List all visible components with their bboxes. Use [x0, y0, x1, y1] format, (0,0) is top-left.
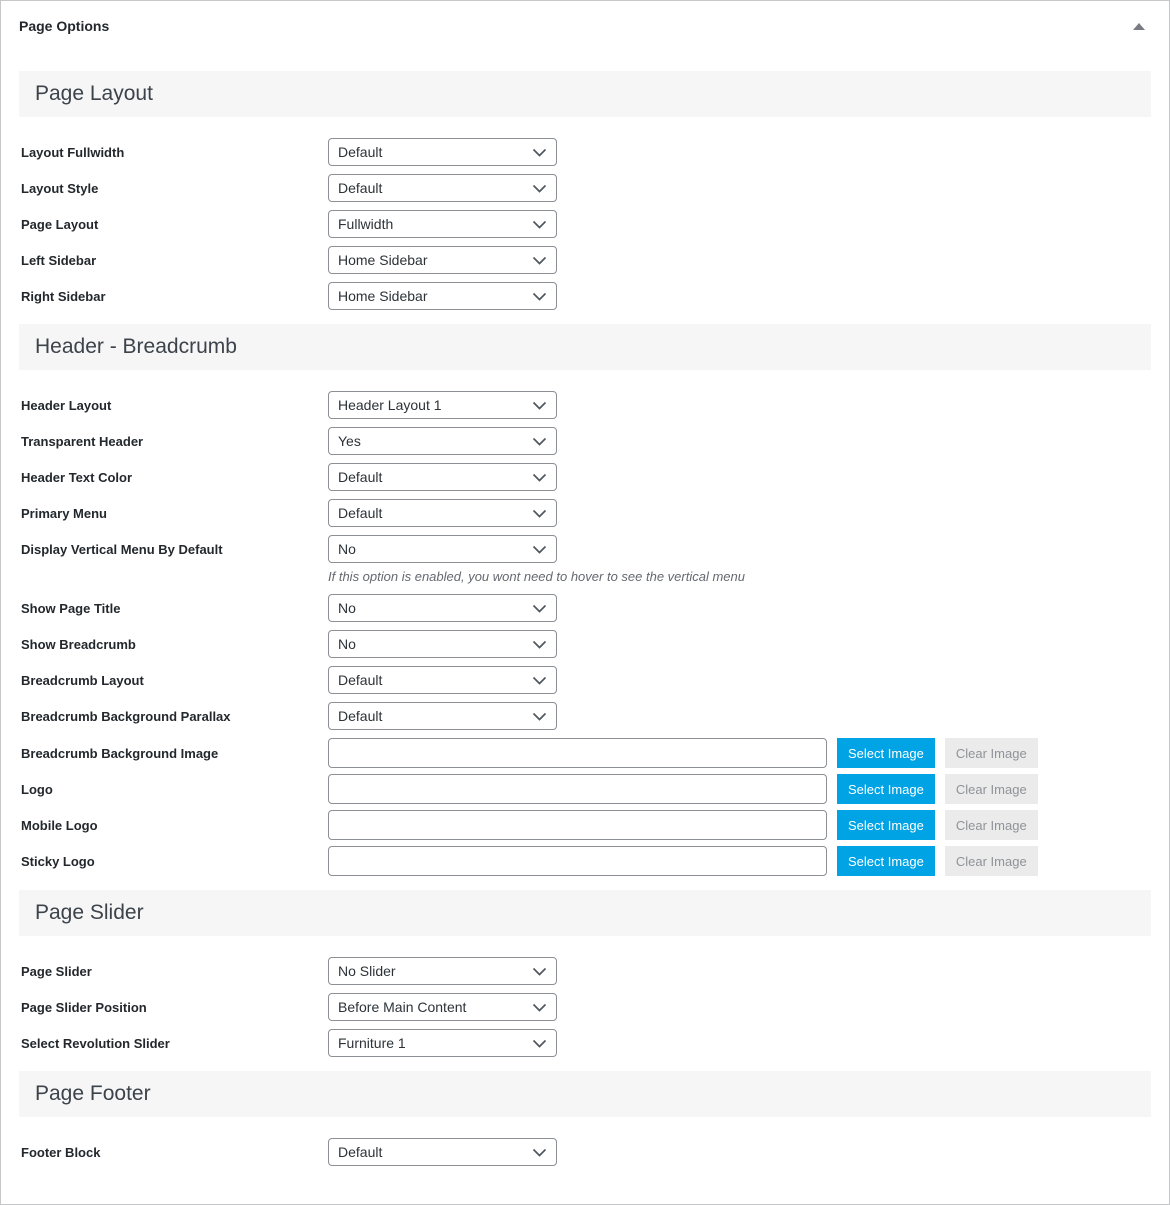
breadcrumb-layout-select[interactable]	[328, 666, 557, 694]
field-row-page-layout	[19, 210, 1151, 238]
page-slider-select[interactable]	[328, 957, 557, 985]
field-row-display-vertical-menu-by-default	[19, 535, 1151, 563]
section-page-layout	[19, 71, 1151, 310]
breadcrumb-background-image-input[interactable]	[328, 738, 827, 768]
field-row-breadcrumb-background-image	[19, 738, 1151, 768]
field-row-breadcrumb-background-parallax	[19, 702, 1151, 730]
section-title-page-slider: Page Slider	[19, 890, 1151, 936]
panel-title: Page Options	[19, 18, 110, 34]
layout-style-label: Layout Style	[21, 180, 99, 196]
display-vertical-menu-by-default-select-wrap	[328, 535, 557, 563]
section-title-page-footer: Page Footer	[19, 1071, 1151, 1117]
breadcrumb-layout-select-wrap	[328, 666, 557, 694]
show-breadcrumb-select-wrap	[328, 630, 557, 658]
field-row-show-breadcrumb	[19, 630, 1151, 658]
layout-fullwidth-label: Layout Fullwidth	[21, 144, 125, 160]
select-revolution-slider-select[interactable]	[328, 1029, 557, 1057]
sticky-logo-input[interactable]	[328, 846, 827, 876]
left-sidebar-label: Left Sidebar	[21, 252, 97, 268]
field-row-primary-menu	[19, 499, 1151, 527]
header-text-color-label: Header Text Color	[21, 469, 133, 485]
field-row-breadcrumb-layout	[19, 666, 1151, 694]
clear-image-button[interactable]: Clear Image	[945, 846, 1038, 876]
clear-image-button[interactable]: Clear Image	[945, 738, 1038, 768]
logo-label: Logo	[21, 781, 53, 797]
transparent-header-select[interactable]	[328, 427, 557, 455]
section-page-footer	[19, 1071, 1151, 1166]
field-row-transparent-header	[19, 427, 1151, 455]
primary-menu-select-wrap	[328, 499, 557, 527]
clear-image-button[interactable]: Clear Image	[945, 810, 1038, 840]
header-text-color-select-wrap	[328, 463, 557, 491]
breadcrumb-background-parallax-select-wrap	[328, 702, 557, 730]
show-page-title-select[interactable]	[328, 594, 557, 622]
page-layout-label: Page Layout	[21, 216, 99, 232]
show-page-title-label: Show Page Title	[21, 600, 121, 616]
header-layout-label: Header Layout	[21, 397, 112, 413]
select-image-button[interactable]: Select Image	[837, 810, 935, 840]
layout-fullwidth-select[interactable]	[328, 138, 557, 166]
page-slider-label: Page Slider	[21, 963, 92, 979]
header-text-color-select[interactable]	[328, 463, 557, 491]
layout-style-select[interactable]	[328, 174, 557, 202]
select-revolution-slider-select-wrap	[328, 1029, 557, 1057]
footer-block-label: Footer Block	[21, 1144, 101, 1160]
select-image-button[interactable]: Select Image	[837, 774, 935, 804]
layout-fullwidth-select-wrap	[328, 138, 557, 166]
left-sidebar-select[interactable]	[328, 246, 557, 274]
field-row-select-revolution-slider	[19, 1029, 1151, 1057]
right-sidebar-label: Right Sidebar	[21, 288, 106, 304]
field-row-sticky-logo	[19, 846, 1151, 876]
page-slider-select-wrap	[328, 957, 557, 985]
field-row-page-slider-position	[19, 993, 1151, 1021]
breadcrumb-background-image-label: Breadcrumb Background Image	[21, 745, 219, 761]
header-layout-select-wrap	[328, 391, 557, 419]
left-sidebar-select-wrap	[328, 246, 557, 274]
sections	[1, 35, 1169, 1196]
field-row-right-sidebar	[19, 282, 1151, 310]
section-header-breadcrumb	[19, 324, 1151, 876]
breadcrumb-layout-label: Breadcrumb Layout	[21, 672, 144, 688]
page-layout-select[interactable]	[328, 210, 557, 238]
field-row-header-layout	[19, 391, 1151, 419]
field-note-display-vertical-menu-by-default: If this option is enabled, you wont need to hover to see the vertical menu	[328, 569, 745, 584]
panel-header	[1, 1, 1169, 35]
field-row-layout-style	[19, 174, 1151, 202]
breadcrumb-background-parallax-label: Breadcrumb Background Parallax	[21, 708, 231, 724]
section-title-page-layout: Page Layout	[19, 71, 1151, 117]
layout-style-select-wrap	[328, 174, 557, 202]
primary-menu-label: Primary Menu	[21, 505, 107, 521]
page-slider-position-select-wrap	[328, 993, 557, 1021]
page-layout-select-wrap	[328, 210, 557, 238]
page-slider-position-select[interactable]	[328, 993, 557, 1021]
logo-input[interactable]	[328, 774, 827, 804]
collapse-toggle-button[interactable]	[1129, 19, 1149, 34]
section-page-slider	[19, 890, 1151, 1057]
collapse-triangle-icon	[1133, 23, 1145, 30]
select-image-button[interactable]: Select Image	[837, 738, 935, 768]
show-breadcrumb-label: Show Breadcrumb	[21, 636, 136, 652]
field-row-left-sidebar	[19, 246, 1151, 274]
right-sidebar-select-wrap	[328, 282, 557, 310]
display-vertical-menu-by-default-label: Display Vertical Menu By Default	[21, 541, 223, 557]
sticky-logo-label: Sticky Logo	[21, 853, 95, 869]
right-sidebar-select[interactable]	[328, 282, 557, 310]
page-slider-position-label: Page Slider Position	[21, 999, 147, 1015]
field-row-layout-fullwidth	[19, 138, 1151, 166]
display-vertical-menu-by-default-select[interactable]	[328, 535, 557, 563]
breadcrumb-background-parallax-select[interactable]	[328, 702, 557, 730]
transparent-header-select-wrap	[328, 427, 557, 455]
mobile-logo-input[interactable]	[328, 810, 827, 840]
section-title-header-breadcrumb: Header - Breadcrumb	[19, 324, 1151, 370]
mobile-logo-label: Mobile Logo	[21, 817, 98, 833]
header-layout-select[interactable]	[328, 391, 557, 419]
clear-image-button[interactable]: Clear Image	[945, 774, 1038, 804]
field-row-logo	[19, 774, 1151, 804]
field-row-show-page-title	[19, 594, 1151, 622]
field-row-header-text-color	[19, 463, 1151, 491]
show-breadcrumb-select[interactable]	[328, 630, 557, 658]
select-image-button[interactable]: Select Image	[837, 846, 935, 876]
field-row-page-slider	[19, 957, 1151, 985]
select-revolution-slider-label: Select Revolution Slider	[21, 1035, 170, 1051]
field-row-footer-block	[19, 1138, 1151, 1166]
footer-block-select[interactable]	[328, 1138, 557, 1166]
primary-menu-select[interactable]	[328, 499, 557, 527]
footer-block-select-wrap	[328, 1138, 557, 1166]
transparent-header-label: Transparent Header	[21, 433, 144, 449]
show-page-title-select-wrap	[328, 594, 557, 622]
field-row-mobile-logo	[19, 810, 1151, 840]
